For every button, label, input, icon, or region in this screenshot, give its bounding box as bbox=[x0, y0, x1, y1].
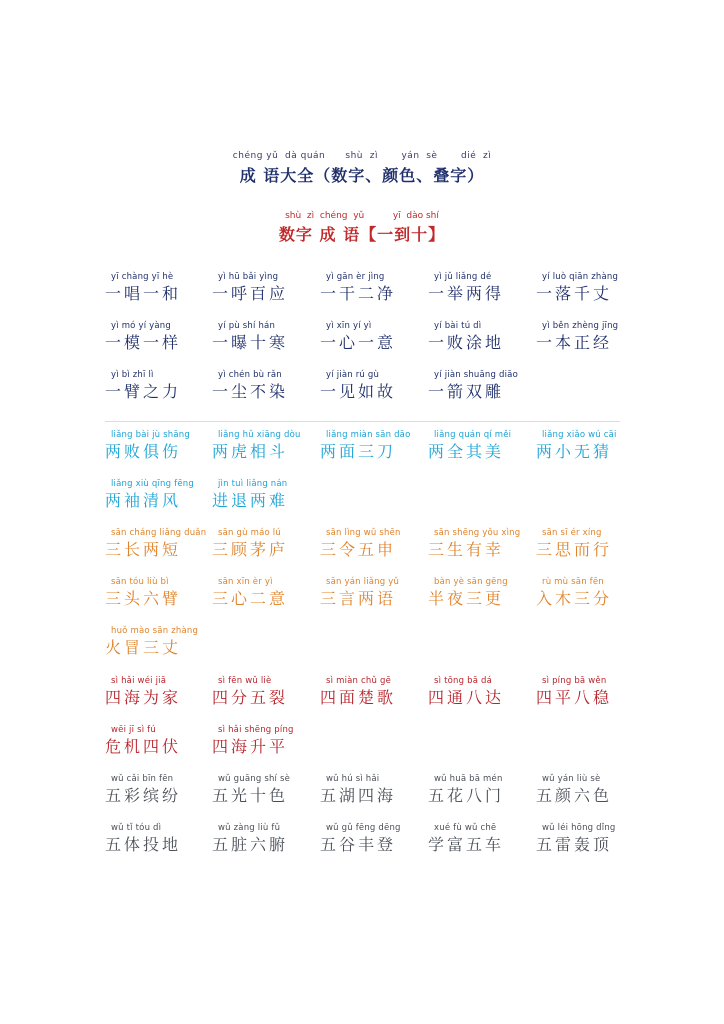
idiom-text: 两虎相斗 bbox=[212, 442, 289, 461]
idiom-text: 一箭双雕 bbox=[428, 382, 505, 401]
idiom-item bbox=[428, 527, 536, 561]
idiom-pinyin: liǎng xiù qīng fēng bbox=[111, 479, 194, 489]
idiom-item bbox=[320, 773, 428, 807]
idiom-text: 一本正经 bbox=[536, 333, 613, 352]
idiom-text: 四通八达 bbox=[428, 688, 505, 707]
idiom-pinyin: sān yán liǎng yǔ bbox=[326, 577, 400, 587]
idiom-pinyin: yí luò qiān zhàng bbox=[542, 272, 619, 282]
idiom-item bbox=[320, 320, 428, 354]
idiom-item bbox=[536, 271, 644, 305]
idiom-text: 三长两短 bbox=[105, 540, 182, 559]
idiom-text: 一见如故 bbox=[320, 382, 397, 401]
idiom-row bbox=[0, 429, 724, 477]
idiom-item bbox=[212, 478, 320, 512]
idiom-pinyin: wǔ léi hōng dǐng bbox=[542, 823, 616, 833]
section-title: 数字 成 语【一到十】 bbox=[278, 225, 446, 244]
idiom-pinyin: sān shēng yǒu xìng bbox=[434, 528, 521, 538]
idiom-item bbox=[105, 271, 213, 305]
idiom-item bbox=[536, 675, 644, 709]
idiom-pinyin: liǎng miàn sān dāo bbox=[326, 430, 411, 440]
idiom-item bbox=[428, 320, 536, 354]
page-title: 成 语大全（数字、颜色、叠字） bbox=[239, 166, 485, 185]
idiom-item bbox=[212, 320, 320, 354]
idiom-pinyin: sān lìng wǔ shēn bbox=[326, 528, 401, 538]
idiom-pinyin: yì xīn yí yì bbox=[326, 321, 372, 331]
idiom-text: 三心二意 bbox=[212, 589, 289, 608]
section-title-block bbox=[0, 211, 724, 245]
idiom-item bbox=[320, 271, 428, 305]
idiom-pinyin: yì jǔ liǎng dé bbox=[434, 272, 492, 282]
idiom-pinyin: yí bài tú dì bbox=[434, 321, 482, 331]
idiom-pinyin: liǎng hǔ xiāng dòu bbox=[218, 430, 301, 440]
idiom-row bbox=[0, 576, 724, 624]
idiom-pinyin: sān sī ér xíng bbox=[542, 528, 602, 538]
idiom-text: 四分五裂 bbox=[212, 688, 289, 707]
idiom-item bbox=[212, 822, 320, 856]
idiom-item bbox=[105, 320, 213, 354]
idiom-pinyin: sì tōng bā dá bbox=[434, 676, 493, 686]
idiom-text: 五谷丰登 bbox=[320, 835, 397, 854]
idiom-text: 危机四伏 bbox=[105, 737, 182, 756]
idiom-text: 三头六臂 bbox=[105, 589, 182, 608]
idiom-item bbox=[320, 822, 428, 856]
idiom-text: 四海升平 bbox=[212, 737, 289, 756]
idiom-item bbox=[320, 429, 428, 463]
idiom-row bbox=[0, 675, 724, 723]
idiom-text: 五湖四海 bbox=[320, 786, 397, 805]
idiom-pinyin: yì hū bǎi yìng bbox=[218, 272, 279, 282]
idiom-row bbox=[0, 822, 724, 870]
idiom-text: 两全其美 bbox=[428, 442, 505, 461]
idiom-pinyin: jìn tuì liǎng nán bbox=[218, 479, 288, 489]
divider bbox=[105, 421, 620, 422]
idiom-item bbox=[212, 527, 320, 561]
idiom-text: 两袖清风 bbox=[105, 491, 182, 510]
idiom-item bbox=[536, 527, 644, 561]
idiom-item bbox=[428, 822, 536, 856]
idiom-text: 一曝十寒 bbox=[212, 333, 289, 352]
idiom-pinyin: yì gān èr jìng bbox=[326, 272, 385, 282]
idiom-pinyin: sān gù máo lú bbox=[218, 528, 281, 538]
idiom-item bbox=[428, 271, 536, 305]
page-title-block bbox=[0, 151, 724, 186]
idiom-pinyin: wēi jī sì fú bbox=[111, 725, 156, 735]
idiom-item bbox=[536, 576, 644, 610]
idiom-pinyin: yí jiàn shuāng diāo bbox=[434, 370, 518, 380]
idiom-pinyin: bàn yè sān gēng bbox=[434, 577, 508, 587]
idiom-pinyin: sān tóu liù bì bbox=[111, 577, 169, 587]
idiom-text: 五体投地 bbox=[105, 835, 182, 854]
idiom-pinyin: wǔ zàng liù fǔ bbox=[218, 823, 281, 833]
idiom-pinyin: rù mù sān fēn bbox=[542, 577, 604, 587]
idiom-pinyin: liǎng bài jù shāng bbox=[111, 430, 190, 440]
idiom-text: 一心一意 bbox=[320, 333, 397, 352]
idiom-item bbox=[105, 724, 213, 758]
idiom-text: 火冒三丈 bbox=[105, 638, 182, 657]
idiom-text: 一呼百应 bbox=[212, 284, 289, 303]
idiom-item bbox=[212, 369, 320, 403]
idiom-text: 五颜六色 bbox=[536, 786, 613, 805]
idiom-text: 一模一样 bbox=[105, 333, 182, 352]
idiom-pinyin: sì píng bā wěn bbox=[542, 676, 607, 686]
idiom-pinyin: sān xīn èr yì bbox=[218, 577, 273, 587]
idiom-text: 五雷轰顶 bbox=[536, 835, 613, 854]
idiom-text: 四平八稳 bbox=[536, 688, 613, 707]
idiom-text: 四海为家 bbox=[105, 688, 182, 707]
idiom-text: 五光十色 bbox=[212, 786, 289, 805]
idiom-item bbox=[536, 822, 644, 856]
idiom-text: 一败涂地 bbox=[428, 333, 505, 352]
idiom-text: 三思而行 bbox=[536, 540, 613, 559]
idiom-text: 一落千丈 bbox=[536, 284, 613, 303]
idiom-pinyin: wǔ gǔ fēng dēng bbox=[326, 823, 401, 833]
idiom-item bbox=[428, 773, 536, 807]
idiom-pinyin: liǎng quán qí měi bbox=[434, 430, 512, 440]
idiom-text: 一唱一和 bbox=[105, 284, 182, 303]
idiom-item bbox=[105, 822, 213, 856]
idiom-text: 三顾茅庐 bbox=[212, 540, 289, 559]
idiom-pinyin: liǎng xiǎo wú cāi bbox=[542, 430, 617, 440]
idiom-item bbox=[105, 478, 213, 512]
page-title-pinyin: chéng yǔ dà quán shù zì yán sè dié zì bbox=[232, 151, 492, 161]
idiom-pinyin: huǒ mào sān zhàng bbox=[111, 626, 199, 636]
idiom-item bbox=[105, 369, 213, 403]
idiom-pinyin: sān cháng liǎng duǎn bbox=[111, 528, 207, 538]
idiom-pinyin: wǔ yán liù sè bbox=[542, 774, 601, 784]
idiom-item bbox=[212, 271, 320, 305]
idiom-item bbox=[320, 369, 428, 403]
idiom-row bbox=[0, 271, 724, 319]
idiom-text: 学富五车 bbox=[428, 835, 505, 854]
idiom-pinyin: yì mó yí yàng bbox=[111, 321, 171, 331]
idiom-item bbox=[536, 429, 644, 463]
idiom-pinyin: yí jiàn rú gù bbox=[326, 370, 380, 380]
idiom-item bbox=[105, 625, 213, 659]
idiom-row bbox=[0, 320, 724, 368]
idiom-text: 一尘不染 bbox=[212, 382, 289, 401]
idiom-pinyin: yì bì zhī lì bbox=[111, 370, 154, 380]
idiom-pinyin: wǔ guāng shí sè bbox=[218, 774, 291, 784]
idiom-text: 进退两难 bbox=[212, 491, 289, 510]
section-title-pinyin: shù zì chéng yǔ yī dào shí bbox=[285, 211, 439, 221]
idiom-item bbox=[105, 773, 213, 807]
idiom-pinyin: wǔ tǐ tóu dì bbox=[111, 823, 162, 833]
idiom-pinyin: wǔ huā bā mén bbox=[434, 774, 503, 784]
idiom-pinyin: wǔ hú sì hǎi bbox=[326, 774, 380, 784]
idiom-item bbox=[105, 675, 213, 709]
idiom-text: 五脏六腑 bbox=[212, 835, 289, 854]
idiom-item bbox=[320, 576, 428, 610]
idiom-text: 一举两得 bbox=[428, 284, 505, 303]
idiom-item bbox=[105, 527, 213, 561]
idiom-item bbox=[212, 576, 320, 610]
idiom-text: 五花八门 bbox=[428, 786, 505, 805]
idiom-row bbox=[0, 724, 724, 772]
idiom-text: 两小无猜 bbox=[536, 442, 613, 461]
idiom-text: 三生有幸 bbox=[428, 540, 505, 559]
idiom-pinyin: xué fù wǔ chē bbox=[434, 823, 497, 833]
idiom-row bbox=[0, 773, 724, 821]
idiom-row bbox=[0, 527, 724, 575]
idiom-pinyin: yí pù shí hán bbox=[218, 321, 276, 331]
idiom-pinyin: sì miàn chǔ gē bbox=[326, 676, 392, 686]
idiom-item bbox=[428, 675, 536, 709]
idiom-pinyin: sì fēn wǔ liè bbox=[218, 676, 272, 686]
idiom-text: 三令五申 bbox=[320, 540, 397, 559]
idiom-item bbox=[428, 429, 536, 463]
idiom-text: 一干二净 bbox=[320, 284, 397, 303]
idiom-item bbox=[212, 429, 320, 463]
idiom-item bbox=[428, 576, 536, 610]
idiom-text: 五彩缤纷 bbox=[105, 786, 182, 805]
idiom-text: 两败俱伤 bbox=[105, 442, 182, 461]
idiom-item bbox=[212, 675, 320, 709]
idiom-item bbox=[320, 527, 428, 561]
idiom-text: 一臂之力 bbox=[105, 382, 182, 401]
idiom-pinyin: yī chàng yī hè bbox=[111, 272, 174, 282]
idiom-pinyin: sì hǎi shēng píng bbox=[218, 725, 294, 735]
idiom-row bbox=[0, 478, 724, 526]
idiom-pinyin: yì chén bù rǎn bbox=[218, 370, 282, 380]
idiom-row bbox=[0, 625, 724, 673]
idiom-text: 三言两语 bbox=[320, 589, 397, 608]
idiom-item bbox=[212, 724, 320, 758]
idiom-item bbox=[105, 429, 213, 463]
idiom-pinyin: yì běn zhèng jīng bbox=[542, 321, 619, 331]
idiom-row bbox=[0, 369, 724, 417]
idiom-item bbox=[536, 773, 644, 807]
idiom-item bbox=[212, 773, 320, 807]
idiom-text: 四面楚歌 bbox=[320, 688, 397, 707]
idiom-item bbox=[320, 675, 428, 709]
idiom-item bbox=[105, 576, 213, 610]
idiom-pinyin: sì hǎi wéi jiā bbox=[111, 676, 167, 686]
idiom-text: 两面三刀 bbox=[320, 442, 397, 461]
idiom-pinyin: wǔ cǎi bīn fēn bbox=[111, 774, 174, 784]
idiom-text: 入木三分 bbox=[536, 589, 613, 608]
idiom-text: 半夜三更 bbox=[428, 589, 505, 608]
idiom-item bbox=[428, 369, 536, 403]
idiom-item bbox=[536, 320, 644, 354]
